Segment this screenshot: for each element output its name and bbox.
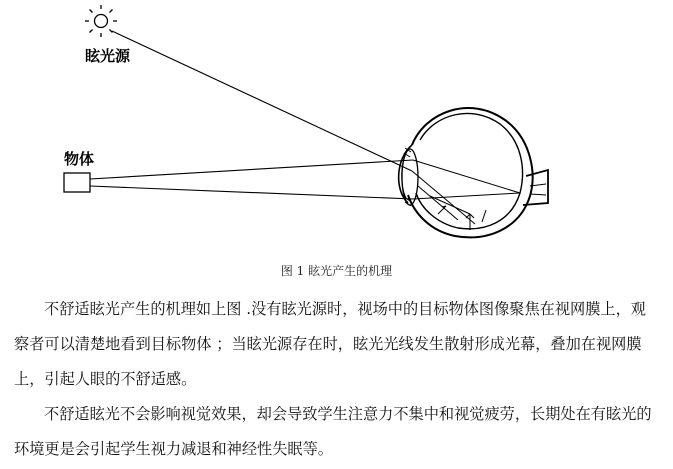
- glare-source-label: 眩光源: [85, 47, 131, 65]
- object-label: 物体: [64, 150, 95, 168]
- object-ray-bottom: [90, 186, 413, 199]
- object-ray-top: [90, 160, 413, 179]
- figure-caption: 图 1 眩光产生的机理: [280, 264, 393, 278]
- glare-ray: [112, 31, 412, 171]
- paragraph-mechanism: 不舒适眩光产生的机理如上图 .没有眩光源时，视场中的目标物体图像聚焦在视网膜上，观察者可以清楚地看到目标物体 ；当眩光源存在时，眩光光线发生散射形成光幕，叠加在视网膜上，引起人眼的不舒适感。: [14, 300, 646, 388]
- object-box: [64, 173, 90, 192]
- internal-rays: [412, 160, 520, 224]
- sun-icon: [85, 5, 117, 37]
- paragraph-effects: 不舒适眩光不会影响视觉效果，却会导致学生注意力不集中和视觉疲劳，长期处在有眩光的环境更是会引起学生视力减退和神经性失眠等。: [14, 405, 652, 458]
